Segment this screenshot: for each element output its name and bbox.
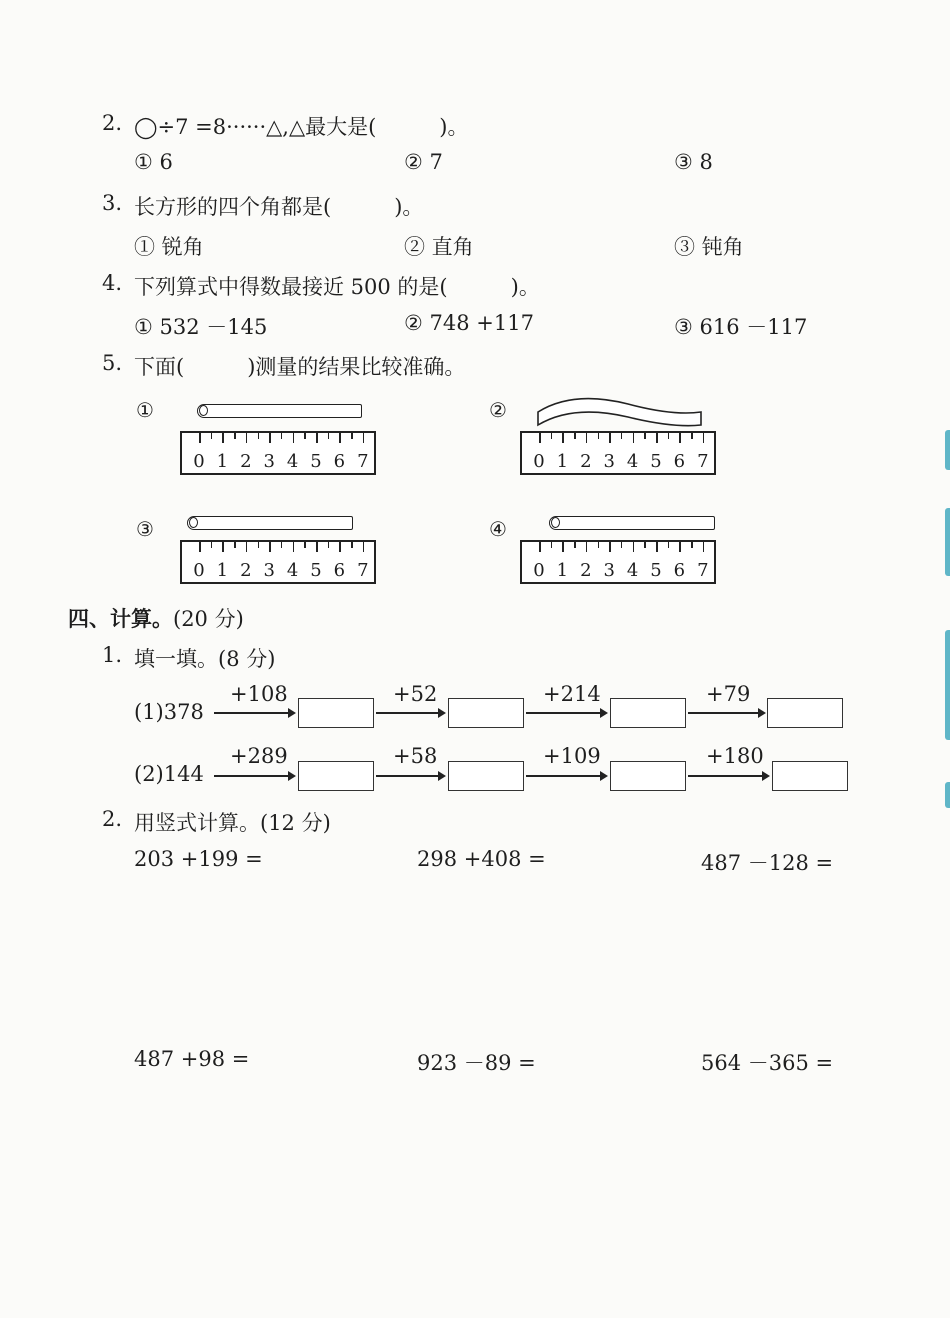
ruler-tick [551, 542, 553, 548]
ruler-number: 3 [263, 451, 275, 472]
ruler-number: 3 [603, 451, 615, 472]
binding-mark [945, 782, 950, 808]
ruler-number: 5 [310, 451, 322, 472]
ruler-tick [211, 542, 213, 548]
ruler-number: 4 [626, 560, 639, 581]
ruler-number: 1 [216, 560, 229, 581]
ruler-tick [293, 542, 295, 552]
ruler-tick [351, 542, 353, 548]
q2-number: 2. [102, 111, 123, 135]
figure-2-ruler [520, 431, 716, 475]
binding-mark [945, 508, 950, 576]
ruler-tick [598, 433, 600, 439]
ruler-tick [199, 542, 201, 552]
vertical-number: 2. [102, 807, 123, 831]
ruler-number: 7 [697, 451, 709, 472]
ruler-tick [551, 433, 553, 439]
q4-option-3: ③ 616 －117 [674, 315, 808, 339]
ruler-tick [656, 433, 658, 443]
ruler-number: 5 [650, 451, 662, 472]
q4-text: 下列算式中得数最接近 500 的是( )。 [134, 275, 540, 299]
ruler-number: 3 [603, 560, 615, 581]
ruler-number: 4 [626, 451, 639, 472]
q4-option-1: ① 532 －145 [134, 315, 268, 339]
fill-row2-arrow-4 [688, 775, 768, 777]
ruler-tick [609, 542, 611, 552]
fill-row2-op-4: +180 [706, 744, 764, 768]
fill-row2-box-2[interactable] [448, 761, 524, 791]
ruler-number: 2 [240, 560, 252, 581]
q3-option-1: ① 锐角 [134, 235, 204, 259]
ruler-number: 2 [580, 560, 592, 581]
ruler-tick [691, 542, 693, 548]
figure-1-ruler [180, 431, 376, 475]
section-4-title: 四、计算。 [68, 606, 173, 631]
ruler-number: 7 [697, 560, 709, 581]
fill-row1-arrow-2 [376, 712, 444, 714]
fill-row2-box-3[interactable] [610, 761, 686, 791]
ruler-tick [281, 542, 283, 548]
figure-3-label: ③ [136, 517, 154, 541]
calc-1: 203 +199 = [134, 847, 263, 871]
q5-text: 下面( )测量的结果比较准确。 [134, 355, 466, 379]
ruler-tick [246, 433, 248, 443]
ruler-tick [258, 433, 260, 439]
ruler-tick [574, 542, 576, 548]
calc-3: 487 －128 = [701, 851, 834, 875]
ruler-number: 5 [650, 560, 662, 581]
ruler-tick [691, 433, 693, 439]
fill-row1-arrow-3 [526, 712, 606, 714]
ruler-number: 2 [240, 451, 252, 472]
ruler-tick [234, 433, 236, 439]
ruler-tick [316, 433, 318, 443]
q3-number: 3. [102, 191, 123, 215]
ruler-tick [539, 542, 541, 552]
q4-number: 4. [102, 271, 123, 295]
q2-text: ◯÷7 =8······△,△最大是( )。 [134, 115, 469, 139]
ruler-tick [281, 433, 283, 439]
fill-title: 填一填。(8 分) [134, 647, 276, 671]
ruler-tick [304, 542, 306, 548]
ruler-tick [679, 542, 681, 552]
figure-4-label: ④ [489, 517, 507, 541]
q2-option-1: ① 6 [134, 150, 173, 174]
calc-5: 923 －89 = [417, 1051, 536, 1075]
figure-1-rod [197, 404, 362, 418]
ruler-tick [668, 542, 670, 548]
ruler-number: 6 [333, 451, 346, 472]
ruler-number: 2 [580, 451, 592, 472]
fill-row1-op-3: +214 [543, 682, 601, 706]
ruler-number: 0 [193, 560, 205, 581]
figure-2-label: ② [489, 398, 507, 422]
ruler-number: 7 [357, 451, 369, 472]
fill-row1-box-3[interactable] [610, 698, 686, 728]
ruler-tick [351, 433, 353, 439]
ruler-tick [562, 433, 564, 443]
ruler-number: 4 [286, 560, 299, 581]
binding-mark [945, 430, 950, 470]
figure-3-ruler [180, 540, 376, 584]
ruler-number: 1 [556, 451, 569, 472]
ruler-tick [609, 433, 611, 443]
ruler-tick [562, 542, 564, 552]
ruler-number: 3 [263, 560, 275, 581]
ruler-tick [222, 542, 224, 552]
ruler-tick [339, 542, 341, 552]
ruler-tick [363, 542, 365, 552]
ruler-tick [539, 433, 541, 443]
fill-row1-start: (1)378 [134, 700, 204, 724]
ruler-number: 6 [673, 451, 686, 472]
ruler-tick [246, 542, 248, 552]
q3-text: 长方形的四个角都是( )。 [134, 195, 424, 219]
ruler-tick [304, 433, 306, 439]
ruler-tick [644, 433, 646, 439]
ruler-tick [633, 542, 635, 552]
ruler-number: 7 [357, 560, 369, 581]
fill-row2-arrow-1 [214, 775, 294, 777]
ruler-tick [234, 542, 236, 548]
q4-option-2: ② 748 +117 [404, 311, 534, 335]
ruler-tick [633, 433, 635, 443]
fill-row1-box-2[interactable] [448, 698, 524, 728]
q3-option-3: ③ 钝角 [674, 235, 744, 259]
ruler-tick [328, 542, 330, 548]
ruler-tick [703, 433, 705, 443]
fill-row1-arrow-1 [214, 712, 294, 714]
ruler-tick [316, 542, 318, 552]
ruler-tick [644, 542, 646, 548]
figure-2-curved-strip [533, 392, 707, 428]
q2-option-3: ③ 8 [674, 150, 713, 174]
ruler-tick [586, 542, 588, 552]
ruler-tick [598, 542, 600, 548]
calc-2: 298 +408 = [417, 847, 546, 871]
fill-row1-op-1: +108 [230, 682, 288, 706]
ruler-tick [339, 433, 341, 443]
fill-row1-arrow-4 [688, 712, 764, 714]
fill-row1-op-2: +52 [393, 682, 438, 706]
fill-row1-box-4[interactable] [767, 698, 843, 728]
fill-row2-arrow-2 [376, 775, 444, 777]
ruler-tick [679, 433, 681, 443]
q5-number: 5. [102, 351, 123, 375]
ruler-number: 0 [533, 560, 545, 581]
ruler-number: 1 [216, 451, 229, 472]
fill-row1-op-4: +79 [706, 682, 751, 706]
ruler-tick [258, 542, 260, 548]
ruler-number: 6 [333, 560, 346, 581]
fill-row1-box-1[interactable] [298, 698, 374, 728]
ruler-tick [574, 433, 576, 439]
ruler-number: 5 [310, 560, 322, 581]
fill-row2-start: (2)144 [134, 762, 204, 786]
ruler-tick [586, 433, 588, 443]
ruler-number: 0 [533, 451, 545, 472]
q2-option-2: ② 7 [404, 150, 443, 174]
ruler-tick [269, 542, 271, 552]
ruler-number: 6 [673, 560, 686, 581]
ruler-tick [222, 433, 224, 443]
ruler-number: 1 [556, 560, 569, 581]
ruler-tick [293, 433, 295, 443]
calc-4: 487 +98 = [134, 1047, 250, 1071]
figure-1-label: ① [136, 398, 154, 422]
ruler-tick [703, 542, 705, 552]
ruler-tick [621, 542, 623, 548]
vertical-title: 用竖式计算。(12 分) [134, 811, 331, 835]
ruler-tick [328, 433, 330, 439]
fill-row2-op-1: +289 [230, 744, 288, 768]
q3-option-2: ② 直角 [404, 235, 474, 259]
ruler-tick [668, 433, 670, 439]
ruler-tick [621, 433, 623, 439]
figure-4-ruler [520, 540, 716, 584]
ruler-tick [211, 433, 213, 439]
fill-row2-op-2: +58 [393, 744, 438, 768]
section-4-points: (20 分) [173, 607, 244, 631]
figure-3-rod [187, 516, 353, 530]
fill-row2-box-1[interactable] [298, 761, 374, 791]
fill-number: 1. [102, 643, 123, 667]
figure-4-rod [549, 516, 715, 530]
fill-row2-op-3: +109 [543, 744, 601, 768]
ruler-tick [199, 433, 201, 443]
ruler-number: 4 [286, 451, 299, 472]
ruler-tick [269, 433, 271, 443]
calc-6: 564 －365 = [701, 1051, 834, 1075]
ruler-tick [363, 433, 365, 443]
fill-row2-arrow-3 [526, 775, 606, 777]
ruler-tick [656, 542, 658, 552]
section-4-heading [68, 603, 244, 633]
fill-row2-box-4[interactable] [772, 761, 848, 791]
ruler-number: 0 [193, 451, 205, 472]
binding-mark [945, 630, 950, 740]
